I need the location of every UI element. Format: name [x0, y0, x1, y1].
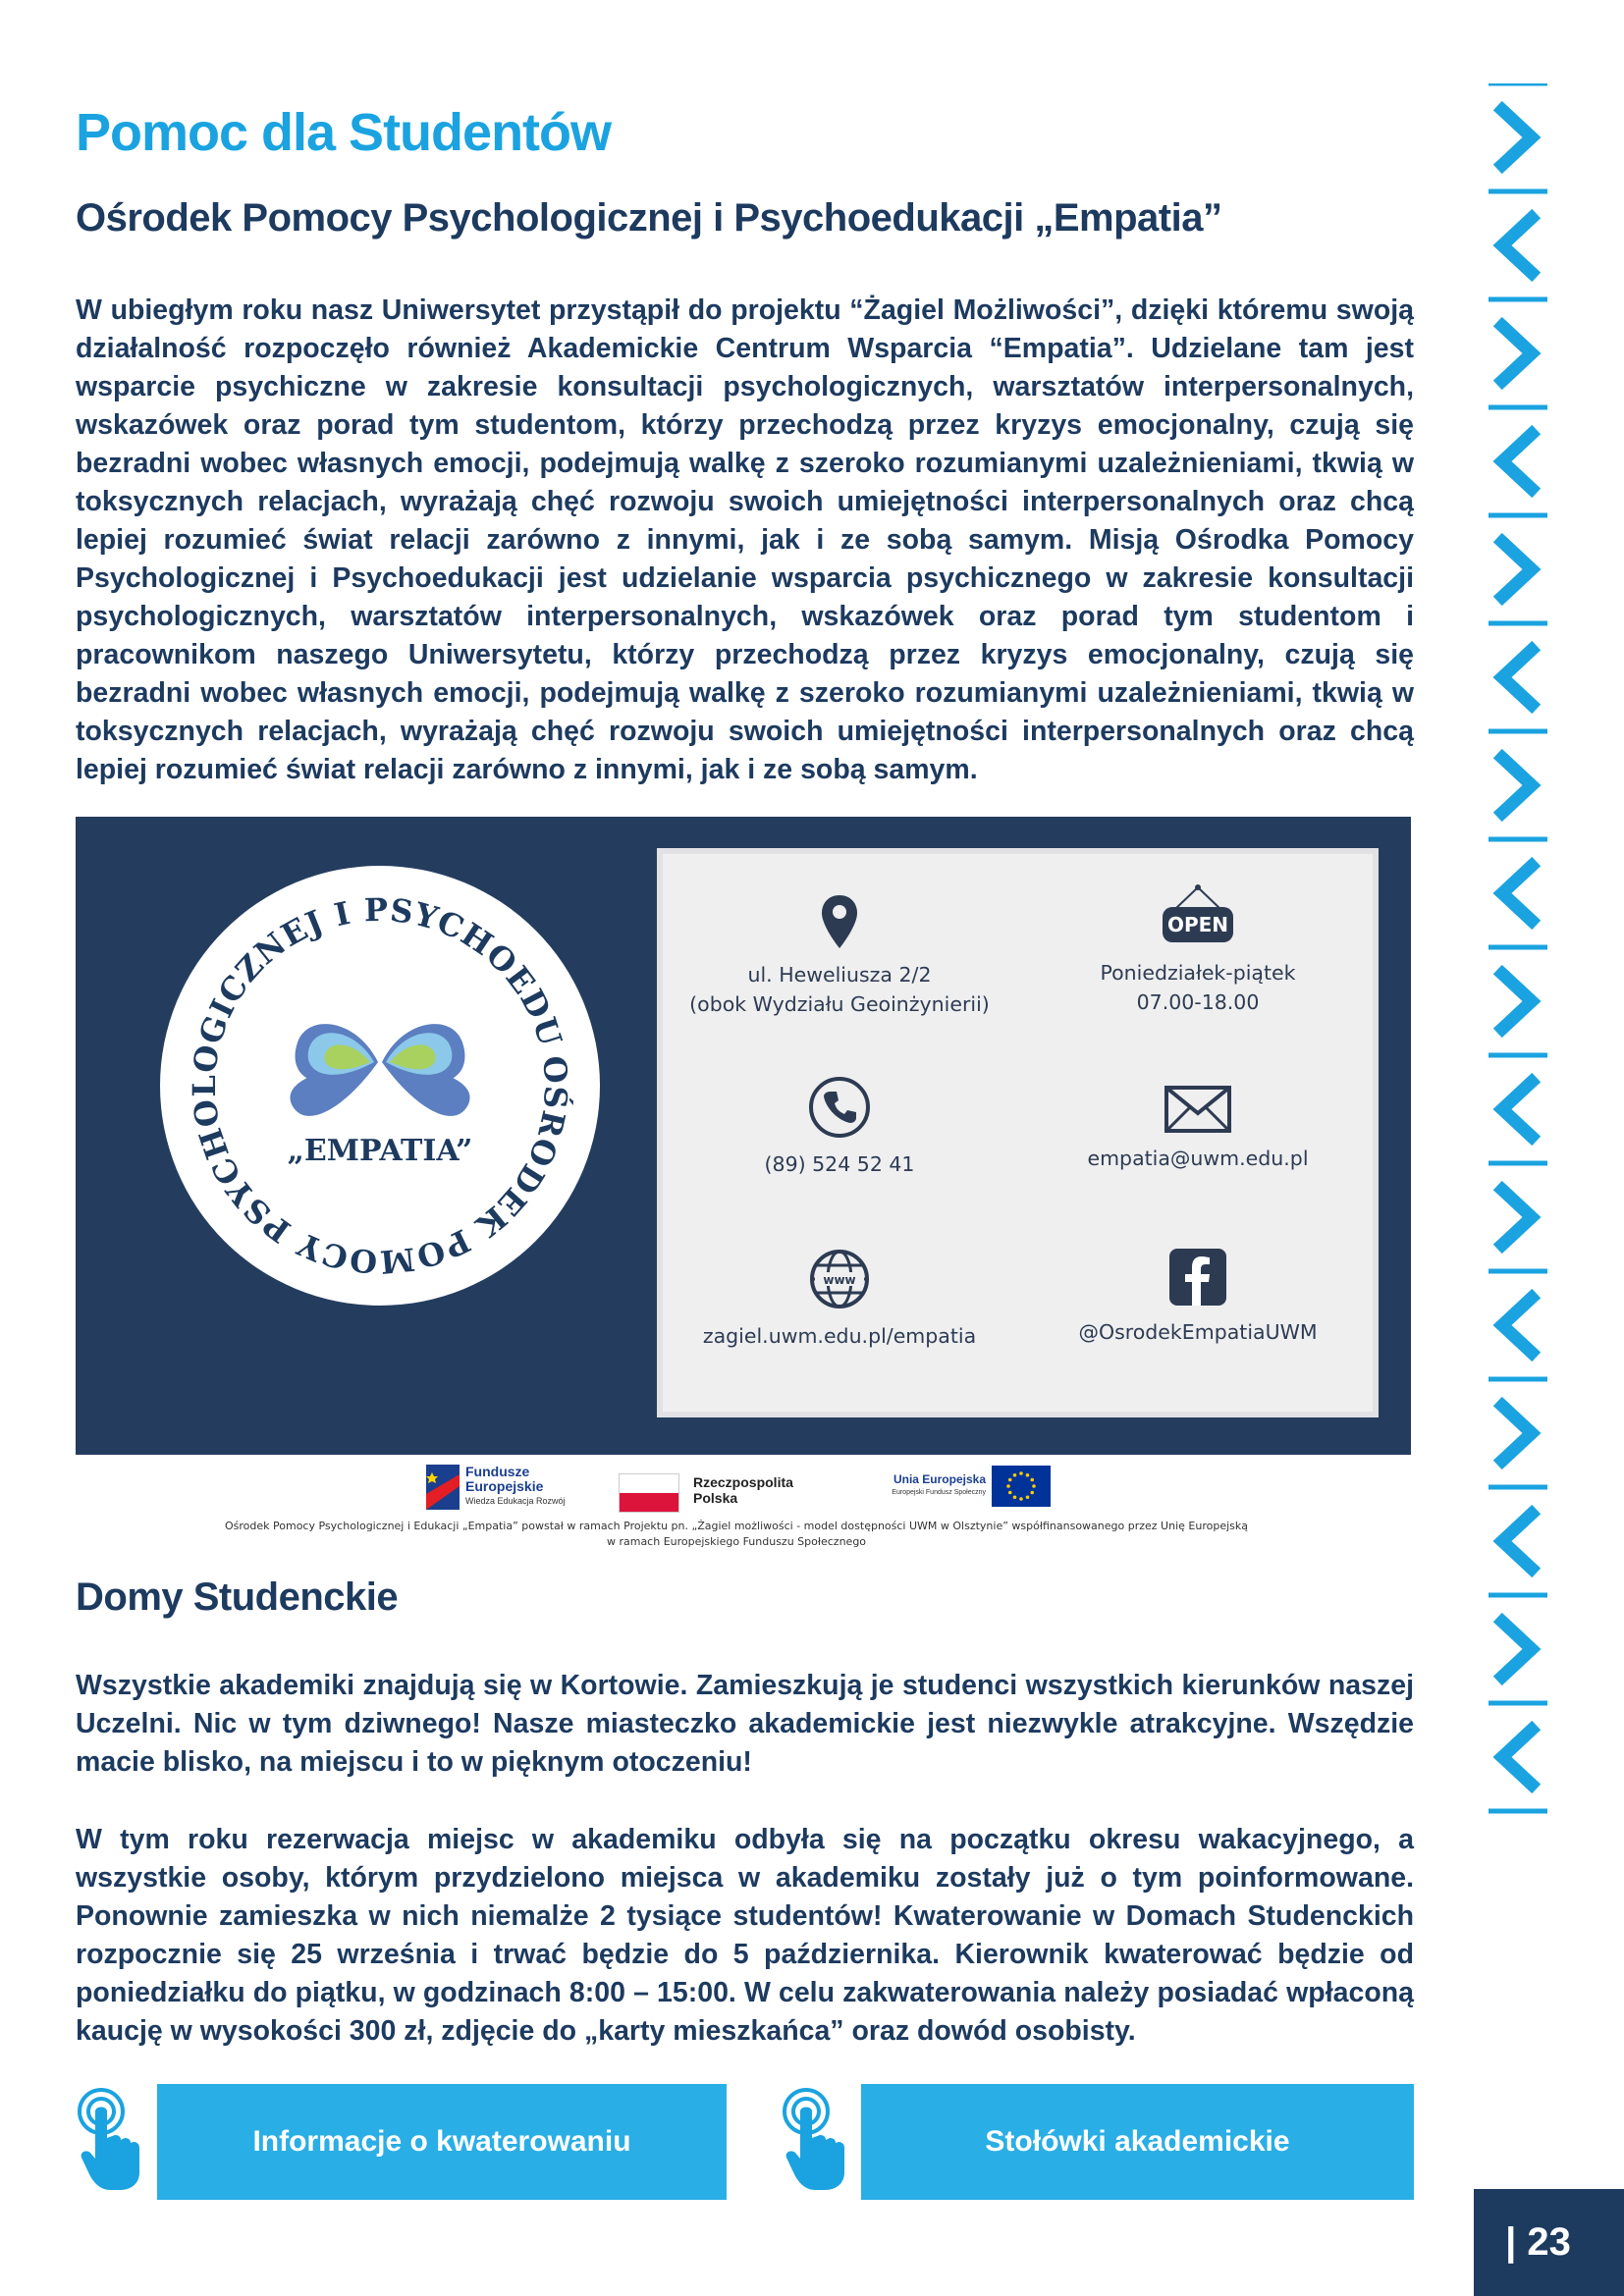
phone-cell [673, 1075, 1006, 1179]
stolowki-button[interactable]: Stołówki akademickie [861, 2084, 1414, 2200]
address-line2: (obok Wydziału Geoinżynierii) [689, 992, 990, 1016]
chevron-right-icon [1502, 758, 1532, 813]
email-address: empatia@uwm.edu.pl [1087, 1147, 1309, 1170]
chevron-left-icon [1502, 1298, 1532, 1353]
facebook-handle: @OsrodekEmpatiaUWM [1078, 1320, 1318, 1344]
chevron-left-icon [1502, 434, 1532, 489]
chevron-right-icon [1502, 110, 1532, 165]
rp-line2: Polska [693, 1490, 738, 1506]
chevron-left-icon [1502, 1514, 1532, 1569]
kwaterowanie-info-button[interactable]: Informacje o kwaterowaniu [157, 2084, 727, 2200]
poland-flag-icon [619, 1473, 679, 1513]
eu-flag-icon [992, 1466, 1051, 1507]
email-cell [1031, 1085, 1365, 1173]
chevron-left-icon [1502, 650, 1532, 705]
empatia-info-banner [76, 817, 1411, 1455]
logo-ring-text: OŚRODEK POMOCY PSYCHOLOGICZNEJ I PSYCHOEDU [185, 890, 575, 1281]
domy-paragraph-1: Wszystkie akademiki znajdują się w Kortowie. Zamieszkują je studenci wszystkich kierunków naszej Uczelni. Nic w tym dziwnego! Nasze miasteczko akademickie jest niezwykle atrakcyjne. Wszędzie macie blisko, na miejscu i to w pięknym otoczeniu! [76, 1670, 1414, 1778]
funding-caption [147, 1519, 1326, 1550]
address-line1: ul. Heweliusza 2/2 [747, 963, 932, 987]
butterfly-icon [290, 1024, 469, 1116]
logo-name: „EMPATIA” [287, 1134, 473, 1168]
facebook-cell [1031, 1247, 1365, 1347]
section-heading-domy: Domy Studenckie [76, 1575, 399, 1619]
chevron-left-icon [1502, 1082, 1532, 1137]
globe-icon [807, 1247, 872, 1311]
funding-caption-line2: w ramach Europejskiego Funduszu Społecznego [606, 1535, 867, 1548]
chevron-right-icon [1502, 326, 1532, 381]
chevron-left-icon [1502, 1730, 1532, 1785]
ue-line1: Unia Europejska [893, 1472, 986, 1486]
hours-line2: 07.00-18.00 [1136, 990, 1260, 1014]
empatia-logo [160, 866, 600, 1306]
fe-line3: Wiedza Edukacja Rozwój [465, 1496, 566, 1506]
open-badge-text: OPEN [1166, 913, 1229, 936]
envelope-icon [1164, 1085, 1232, 1134]
page-number: | 23 [1474, 2189, 1624, 2296]
website-url: zagiel.uwm.edu.pl/empatia [702, 1324, 977, 1348]
phone-number: (89) 524 52 41 [764, 1152, 915, 1176]
domy-paragraph-2: W tym roku rezerwacja miejsc w akademiku odbyła się na początku okresu wakacyjnego, a wszystkie osoby, którym przydzielono miejsca w akademiku zostały już o tym poinformowane. Ponownie zamieszka w nich niemalże 2 tysiące studentów! Kwaterowanie w Domach Studenckich rozpocznie się 25 września i trwać będzie do 5 października. Kierownik kwaterować będzie od poniedziałku do piątku, w godzinach 8:00 – 15:00. W celu zakwaterowania należy posiadać wpłaconą kaucję w wysokości 300 zł, zdjęcie do „karty mieszkańca” oraz dowód osobisty. [76, 1824, 1414, 2047]
chevron-right-icon [1502, 542, 1532, 597]
chevron-left-icon [1502, 218, 1532, 273]
chevron-strip-decoration [1489, 83, 1547, 1841]
website-cell [673, 1247, 1006, 1351]
location-pin-icon [820, 893, 859, 950]
chevron-left-icon [1502, 866, 1532, 921]
funding-logos [422, 1461, 1051, 1516]
chevron-right-icon [1502, 1190, 1532, 1245]
facebook-icon [1167, 1247, 1228, 1308]
empatia-paragraph: W ubiegłym roku nasz Uniwersytet przystąpił do projektu “Żagiel Możliwości”, dzięki któremu swoją działalność rozpoczęło również Akademickie Centrum Wsparcia “Empatia”. Udzielane tam jest wsparcie psychiczne w zakresie konsultacji psychologicznych, warsztatów interpersonalnych, wskazówek oraz porad tym studentom, którzy przechodzą przez kryzys emocjonalny, czują się bezradni wobec własnych emocji, podejmują walkę z szeroko rozumianymi uzależnieniami, tkwią w toksycznych relacjach, wyrażają chęć rozwoju swoich umiejętności interpersonalnych oraz chcą lepiej rozumieć świat relacji zarówno z innymi, jak i ze sobą samym. Misją Ośrodka Pomocy Psychologicznej i Psychoedukacji jest udzielanie wsparcia psychicznego w zakresie konsultacji psychologicznych, warsztatów interpersonalnych, wskazówek oraz porad tym studentom i pracownikom naszego Uniwersytetu, którzy przechodzą przez kryzys emocjonalny, czują się bezradni wobec własnych emocji, podejmują walkę z szeroko rozumianymi uzależnieniami, tkwią w toksycznych relacjach, wyrażają chęć rozwoju swoich umiejętności interpersonalnych oraz chcą lepiej rozumieć świat relacji zarówno z innymi, jak i ze sobą samym. [76, 294, 1414, 785]
fe-line1: Fundusze [465, 1464, 530, 1479]
tap-hand-icon [781, 2084, 849, 2192]
svg-text:www: www [823, 1273, 856, 1287]
rp-line1: Rzeczpospolita [693, 1474, 793, 1490]
open-sign-icon [1158, 883, 1238, 948]
funding-caption-line1: Ośrodek Pomocy Psychologicznej i Edukacji „Empatia” powstał w ramach Projektu pn. „Żagiel możliwości - model dostępności UWM w Olsztynie” współfinansowanego przez Unię Europejską [225, 1520, 1248, 1532]
page-title: Pomoc dla Studentów [76, 103, 612, 162]
section-heading-empatia: Ośrodek Pomocy Psychologicznej i Psychoedukacji „Empatia” [76, 196, 1222, 240]
phone-icon [807, 1075, 872, 1140]
address-cell [673, 893, 1006, 1019]
chevron-right-icon [1502, 1622, 1532, 1677]
hours-cell [1031, 883, 1365, 1017]
eu-funds-logo-icon [426, 1465, 460, 1510]
ue-line2: Europejski Fundusz Społeczny [892, 1489, 986, 1496]
fe-line2: Europejskie [465, 1478, 544, 1494]
hours-line1: Poniedziałek-piątek [1100, 961, 1296, 985]
tap-hand-icon [76, 2084, 144, 2192]
chevron-right-icon [1502, 1406, 1532, 1461]
chevron-right-icon [1502, 974, 1532, 1029]
contact-info-box [657, 848, 1379, 1417]
